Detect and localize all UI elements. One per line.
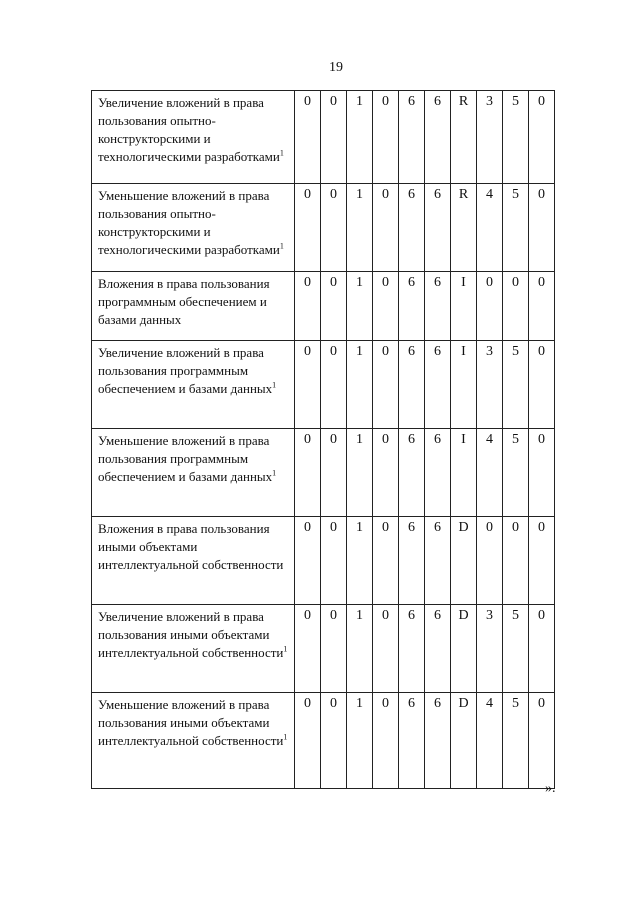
code-digit: 5 bbox=[503, 91, 529, 184]
code-digit: 6 bbox=[425, 517, 451, 605]
code-digit: 0 bbox=[321, 429, 347, 517]
code-digit: 3 bbox=[477, 341, 503, 429]
code-digit: 5 bbox=[503, 605, 529, 693]
code-digit: 6 bbox=[399, 605, 425, 693]
code-digit: 6 bbox=[425, 91, 451, 184]
table-row bbox=[92, 605, 555, 693]
code-digit: 6 bbox=[399, 272, 425, 341]
footnote-mark: 1 bbox=[283, 644, 288, 654]
code-digit: 6 bbox=[399, 91, 425, 184]
code-digit: 0 bbox=[373, 91, 399, 184]
code-digit: 0 bbox=[295, 341, 321, 429]
code-digit: 0 bbox=[295, 91, 321, 184]
code-digit: 0 bbox=[295, 605, 321, 693]
table-row bbox=[92, 517, 555, 605]
code-digit: R bbox=[451, 184, 477, 272]
footnote-mark: 1 bbox=[272, 468, 277, 478]
code-digit: 1 bbox=[347, 605, 373, 693]
table-row bbox=[92, 272, 555, 341]
code-digit: 1 bbox=[347, 184, 373, 272]
code-digit: 4 bbox=[477, 429, 503, 517]
code-digit: 6 bbox=[425, 429, 451, 517]
row-description bbox=[92, 517, 295, 605]
code-digit: 0 bbox=[295, 693, 321, 789]
code-digit: 1 bbox=[347, 429, 373, 517]
code-digit: 0 bbox=[321, 91, 347, 184]
code-digit: D bbox=[451, 605, 477, 693]
code-digit: 1 bbox=[347, 272, 373, 341]
code-digit: 6 bbox=[399, 341, 425, 429]
code-digit: 6 bbox=[399, 429, 425, 517]
code-digit: 0 bbox=[373, 341, 399, 429]
row-description bbox=[92, 693, 295, 789]
code-digit: 0 bbox=[477, 272, 503, 341]
row-description bbox=[92, 605, 295, 693]
code-digit: 0 bbox=[373, 517, 399, 605]
table-row bbox=[92, 184, 555, 272]
code-digit: 6 bbox=[425, 184, 451, 272]
code-digit: 0 bbox=[529, 272, 555, 341]
code-digit: 0 bbox=[321, 184, 347, 272]
row-description bbox=[92, 341, 295, 429]
code-digit: 0 bbox=[321, 605, 347, 693]
table-row bbox=[92, 429, 555, 517]
code-digit: 0 bbox=[529, 429, 555, 517]
page-number: 19 bbox=[329, 60, 343, 75]
row-description bbox=[92, 91, 295, 184]
code-digit: 0 bbox=[295, 429, 321, 517]
code-digit: 6 bbox=[399, 517, 425, 605]
table-row bbox=[92, 341, 555, 429]
code-digit: 0 bbox=[529, 517, 555, 605]
row-description-text: Уменьшение вложений в права пользования иными объектами интеллектуальной собственности bbox=[98, 697, 284, 748]
code-digit: 0 bbox=[373, 429, 399, 517]
code-digit: 5 bbox=[503, 184, 529, 272]
code-digit: 0 bbox=[321, 272, 347, 341]
code-digit: R bbox=[451, 91, 477, 184]
code-digit: 0 bbox=[529, 341, 555, 429]
code-digit: 0 bbox=[321, 517, 347, 605]
row-description-text: Вложения в права пользования программным обеспечением и базами данных bbox=[98, 276, 270, 327]
table-row bbox=[92, 693, 555, 789]
table-row bbox=[92, 91, 555, 184]
code-digit: 1 bbox=[347, 91, 373, 184]
code-digit: 0 bbox=[295, 272, 321, 341]
row-description-text: Увеличение вложений в права пользования программным обеспечением и базами данных bbox=[98, 345, 273, 396]
row-description-text: Вложения в права пользования иными объектами интеллектуальной собственности bbox=[98, 521, 284, 572]
code-digit: 0 bbox=[373, 693, 399, 789]
code-digit: 0 bbox=[373, 272, 399, 341]
code-digit: 6 bbox=[399, 184, 425, 272]
code-digit: 6 bbox=[425, 605, 451, 693]
code-digit: 1 bbox=[347, 693, 373, 789]
code-digit: 0 bbox=[295, 184, 321, 272]
row-description-text: Уменьшение вложений в права пользования программным обеспечением и базами данных bbox=[98, 433, 273, 484]
code-digit: 0 bbox=[503, 272, 529, 341]
row-description-text: Уменьшение вложений в права пользования опытно-конструкторскими и технологическими разработками bbox=[98, 188, 280, 257]
footnote-mark: 1 bbox=[272, 380, 277, 390]
code-digit: 4 bbox=[477, 184, 503, 272]
code-digit: 0 bbox=[477, 517, 503, 605]
code-digit: 6 bbox=[425, 341, 451, 429]
row-description-text: Увеличение вложений в права пользования опытно-конструкторскими и технологическими разработками bbox=[98, 95, 280, 164]
code-digit: 0 bbox=[503, 517, 529, 605]
code-digit: 6 bbox=[399, 693, 425, 789]
code-digit: 0 bbox=[321, 341, 347, 429]
code-digit: 6 bbox=[425, 693, 451, 789]
code-digit: 0 bbox=[529, 184, 555, 272]
code-digit: 0 bbox=[373, 605, 399, 693]
account-codes-table bbox=[91, 90, 555, 789]
code-digit: 5 bbox=[503, 341, 529, 429]
closing-quote: ». bbox=[545, 781, 556, 796]
code-digit: 6 bbox=[425, 272, 451, 341]
code-digit: I bbox=[451, 272, 477, 341]
code-digit: 5 bbox=[503, 693, 529, 789]
code-digit: 3 bbox=[477, 605, 503, 693]
footnote-mark: 1 bbox=[279, 148, 284, 158]
code-digit: 3 bbox=[477, 91, 503, 184]
code-digit: D bbox=[451, 693, 477, 789]
code-digit: 5 bbox=[503, 429, 529, 517]
code-digit: 0 bbox=[321, 693, 347, 789]
code-digit: I bbox=[451, 429, 477, 517]
row-description bbox=[92, 272, 295, 341]
row-description-text: Увеличение вложений в права пользования иными объектами интеллектуальной собственности bbox=[98, 609, 284, 660]
table-body bbox=[92, 91, 555, 789]
code-digit: I bbox=[451, 341, 477, 429]
code-digit: 1 bbox=[347, 341, 373, 429]
code-digit: 0 bbox=[529, 605, 555, 693]
code-digit: D bbox=[451, 517, 477, 605]
code-digit: 0 bbox=[529, 693, 555, 789]
footnote-mark: 1 bbox=[283, 732, 288, 742]
footnote-mark: 1 bbox=[279, 241, 284, 251]
code-digit: 0 bbox=[529, 91, 555, 184]
row-description bbox=[92, 429, 295, 517]
code-digit: 4 bbox=[477, 693, 503, 789]
code-digit: 0 bbox=[373, 184, 399, 272]
row-description bbox=[92, 184, 295, 272]
code-digit: 1 bbox=[347, 517, 373, 605]
code-digit: 0 bbox=[295, 517, 321, 605]
